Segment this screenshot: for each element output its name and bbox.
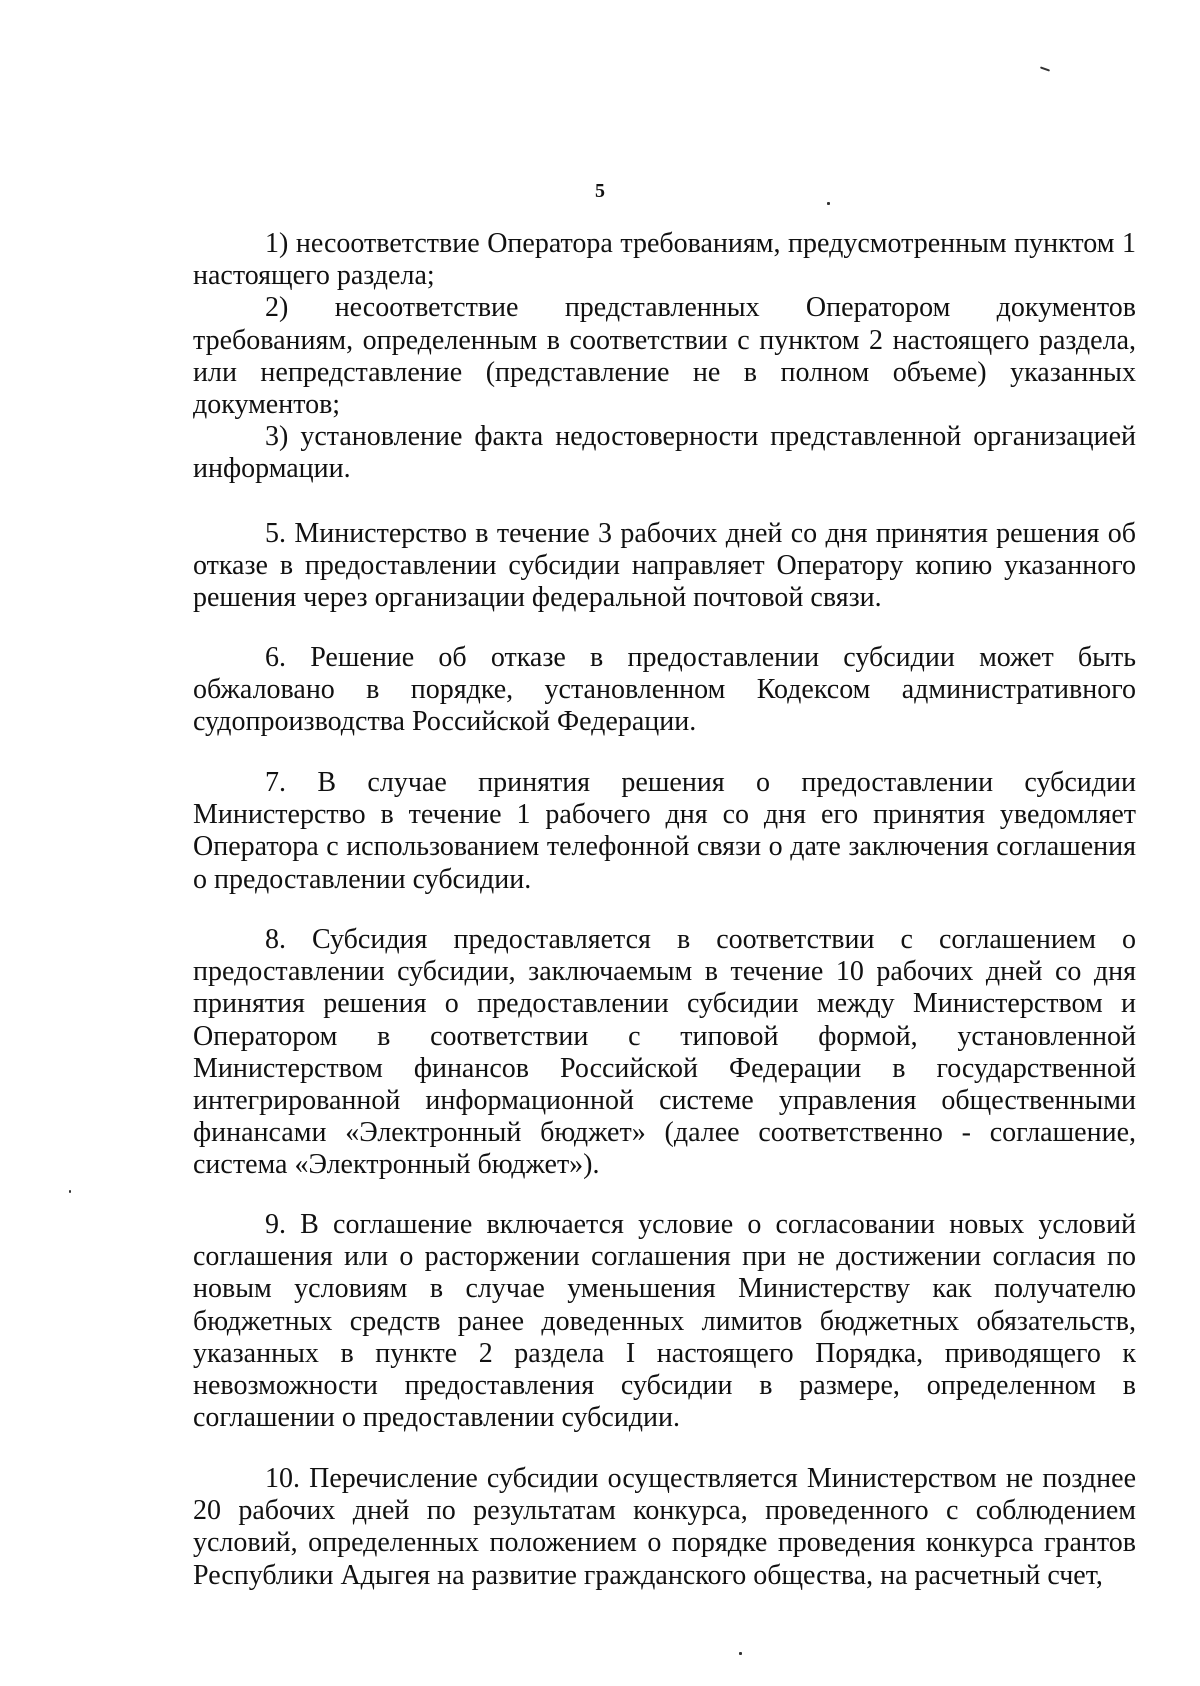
paragraph-8 [193,924,1136,1182]
list-item: 3) установление факта недостоверности представленной организацией информации. [193,421,1136,485]
grounds-list [193,228,1136,486]
list-item: 1) несоответствие Оператора требованиям, предусмотренным пунктом 1 настоящего раздела; [193,228,1136,292]
paragraph-5 [193,518,1136,615]
scan-speck [739,1652,742,1655]
scan-speck [69,1190,71,1193]
paragraph-text: 8. Субсидия предоставляется в соответствии с соглашением о предоставлении субсидии, заключаемым в течение 10 рабочих дней со дня принятия решения о предоставлении субсидии между Министерством и Оператором в соответствии с типовой формой, установленной Министерством финансов Российской Федерации в государственной интегрированной информационной системе управления общественными финансами «Электронный бюджет» (далее соответственно - соглашение, система «Электронный бюджет»). [193,924,1136,1181]
paragraph-6 [193,642,1136,739]
paragraph-text: 10. Перечисление субсидии осуществляется Министерством не позднее 20 рабочих дней по результатам конкурса, проведенного с соблюдением условий, определенных положением о порядке проведения конкурса грантов Республики Адыгея на развитие гражданского общества, на расчетный счет, [193,1463,1136,1591]
paragraph-7 [193,767,1136,896]
paragraph-text: 7. В случае принятия решения о предоставлении субсидии Министерство в течение 1 рабочего дня со дня его принятия уведомляет Оператора с использованием телефонной связи о дате заключения соглашения о предоставлении субсидии. [193,767,1136,895]
list-item: 2) несоответствие представленных Оператором документов требованиям, определенным в соответствии с пунктом 2 настоящего раздела, или непредставление (представление не в полном объеме) указанных документов; [193,292,1136,421]
paragraph-10 [193,1463,1136,1592]
scan-speck [1040,66,1050,71]
page-number: 5 [595,180,605,202]
paragraph-text: 6. Решение об отказе в предоставлении субсидии может быть обжаловано в порядке, установленном Кодексом административного судопроизводства Российской Федерации. [193,642,1136,738]
paragraph-text: 9. В соглашение включается условие о согласовании новых условий соглашения или о расторжении соглашения при не достижении согласия по новым условиям в случае уменьшения Министерству как получателю бюджетных средств ранее доведенных лимитов бюджетных обязательств, указанных в пункте 2 раздела I настоящего Порядка, приводящего к невозможности предоставления субсидии в размере, определенном в соглашении о предоставлении субсидии. [193,1209,1136,1434]
paragraph-9 [193,1209,1136,1434]
scan-speck [827,202,830,205]
paragraph-text: 5. Министерство в течение 3 рабочих дней со дня принятия решения об отказе в предоставлении субсидии направляет Оператору копию указанного решения через организации федеральной почтовой связи. [193,518,1136,614]
